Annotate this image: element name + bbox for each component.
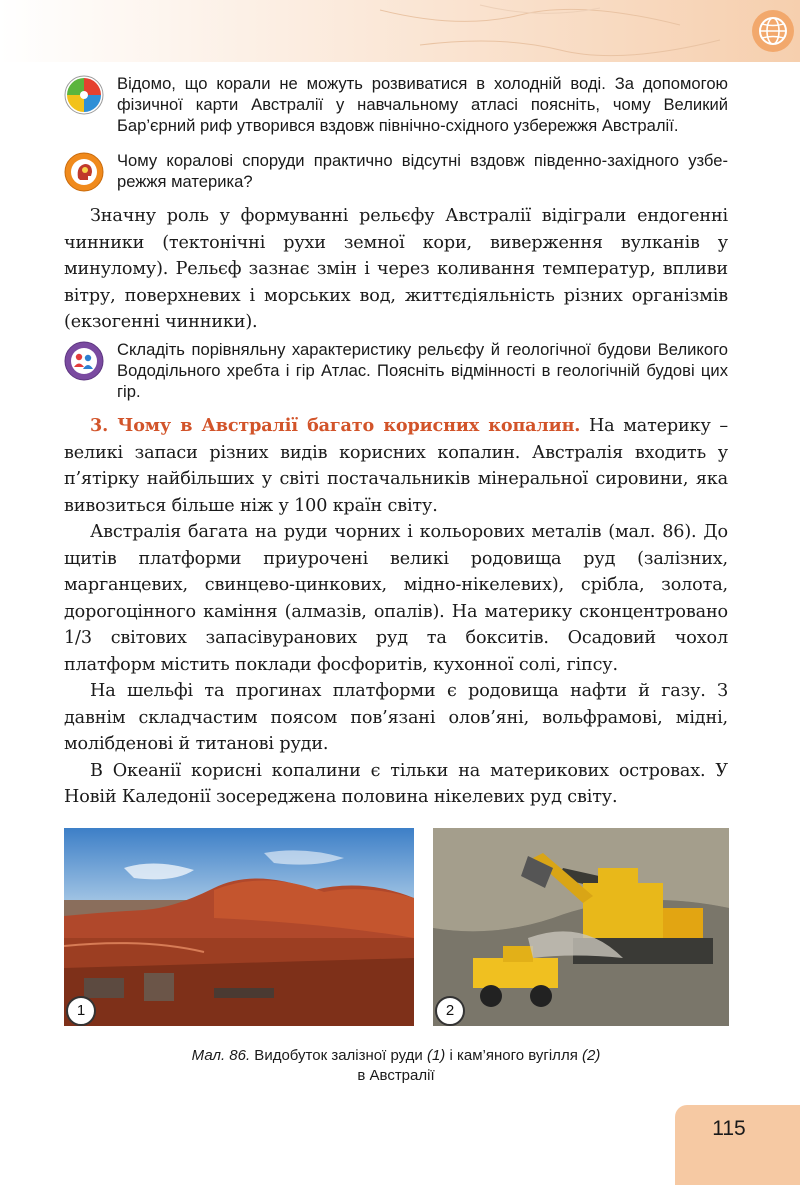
map-texture: [0, 0, 800, 62]
task-block-3: [64, 339, 728, 403]
photo-label-1: 1: [66, 996, 96, 1026]
task-block-1: [64, 73, 728, 137]
paragraph-text: Австралія багата на руди чорних і кольорових металів (мал. 86). До щитів платформи приурочені великі родовища руд (залізних, марганцевих, свинцево-цинкових, мідно-нікелевих), срібла, золота, дорогоцінного каміння (алмазів, опалів). На материку сконцентровано 1/3 світових запасівуранових руд та бокситів. Осадовий чохол платформ містить поклади фосфоритів, кухонної солі, гіпсу.: [64, 522, 728, 675]
lightbulb-head-icon: [64, 152, 104, 192]
paragraph-relief: [64, 203, 728, 336]
paragraph-text: В Океанії корисні копалини є тільки на материкових островах. У Новій Каледонії зосереджена половина нікелевих руд світу.: [64, 760, 728, 807]
section-heading: 3. Чому в Австралії багато корисних копалин.: [90, 415, 581, 436]
task-text: Чому коралові споруди практично відсутні вздовж південно-західного узбережжя материка?: [117, 151, 728, 191]
caption-ref: Мал. 86.: [191, 1047, 251, 1064]
caption-text: і кам’яного вугілля: [445, 1047, 582, 1064]
caption-text: Видобуток залізної руди: [250, 1047, 427, 1064]
paragraph-text: Значну роль у формуванні рельєфу Австралії відіграли ендогенні чинники (тектонічні рухи земної кори, виверження вулканів у минулому). Рельєф зазнає змін і через коливання температур, впливи вітру, поверхневих і морських вод, життєдіяльність різних організмів (екзогенні чинники).: [64, 206, 728, 332]
photo-coal-mine: [433, 828, 729, 1026]
page-number: 115: [712, 1117, 746, 1140]
task-text: Складіть порівняльну характеристику рельєфу й геологічної будови Великого Вододільного хребта і гір Атлас. Поясніть відмінності в геологічній будові цих гір.: [117, 340, 728, 401]
globe-icon: [752, 10, 794, 52]
paragraph-intro: [64, 413, 728, 519]
paragraph-text: На шельфі та прогинах платформи є родовища нафти й газу. З давнім складчастим поясом пов’язані олов’яні, вольфрамові, мідні, молібденові й титанові руди.: [64, 681, 728, 754]
group-discussion-icon: [64, 341, 104, 381]
figure-caption: [64, 1046, 728, 1086]
page-number-tab: [675, 1105, 800, 1185]
task-block-2: [64, 150, 728, 194]
caption-line-2: в Австралії: [357, 1067, 435, 1084]
photo-iron-ore-mine: [64, 828, 414, 1026]
task-text: Відомо, що корали не можуть розвиватися в холодній воді. За допомогою фізичної карти Австралії у навчальному атласі поясніть, чому Великий Бар’єрний риф утворився вздовж північно-східного узбережжя Австралії.: [117, 74, 728, 135]
paragraph-text: На материку – великі запаси різних видів корисних копалин. Австралія входить у п’ятірку найбільших у світі постачальників мінеральної сировини, яка вивозиться більше ніж у 100 країн світу.: [64, 416, 728, 516]
header-decoration: [0, 0, 800, 62]
caption-line-1: [64, 1046, 728, 1066]
caption-num: (1): [426, 1047, 446, 1064]
caption-num: (2): [581, 1047, 601, 1064]
puzzle-icon: [64, 75, 104, 115]
section-minerals: [64, 413, 728, 811]
photo-label-2: 2: [435, 996, 465, 1026]
